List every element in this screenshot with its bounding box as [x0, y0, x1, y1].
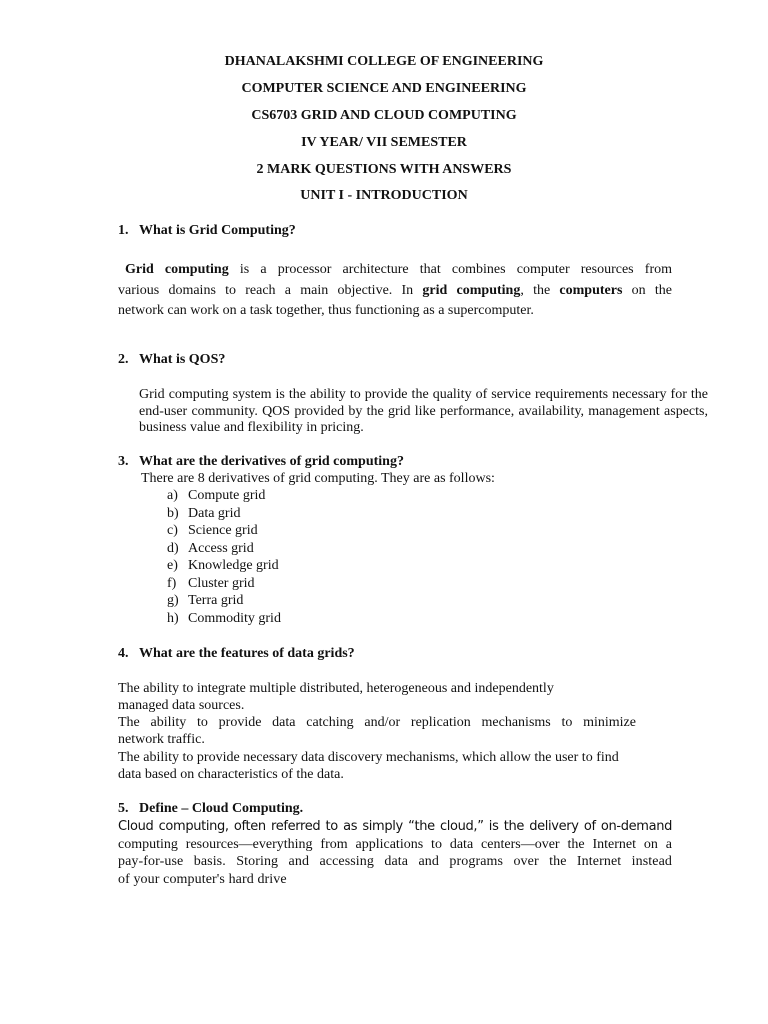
bold-term: grid computing	[422, 282, 521, 298]
question-5	[118, 800, 303, 818]
feature-3: The ability to provide necessary data discovery mechanisms, which allow the user to find data based on characteristics of the data.	[118, 750, 619, 782]
bold-term: computers	[559, 282, 623, 298]
list-item: b) Data grid	[167, 505, 241, 521]
question-1	[118, 222, 296, 240]
answer-line: Grid computing is a processor architecture that combines computer resources from	[125, 262, 672, 277]
question-number: 3.	[118, 454, 129, 469]
answer-5: Cloud computing, often referred to as simply “the cloud,” is the delivery of on-demand computing resources—everything from applications to data centers—over the Internet on a pay-for-use basis. Storing and accessing data and programs over the Internet instead of your computer's hard drive	[118, 819, 672, 887]
college-name: DHANALAKSHMI COLLEGE OF ENGINEERING	[224, 54, 544, 69]
list-item: f) Cluster grid	[167, 575, 255, 591]
derivatives-list	[167, 487, 281, 627]
question-number: 1.	[118, 223, 129, 238]
question-3	[118, 453, 404, 471]
feature-1: The ability to integrate multiple distributed, heterogeneous and independently managed data sources.	[118, 681, 554, 713]
question-text: Define – Cloud Computing.	[139, 801, 304, 816]
unit-title: UNIT I - INTRODUCTION	[300, 188, 468, 203]
question-4	[118, 645, 355, 663]
question-number: 2.	[118, 352, 129, 367]
list-item: g) Terra grid	[167, 593, 244, 608]
answer-line: various domains to reach a main objective. In grid computing, the computers on the	[118, 282, 672, 298]
list-item: d) Access grid	[167, 540, 254, 556]
year-semester: IV YEAR/ VII SEMESTER	[301, 135, 467, 150]
answer-3-intro: There are 8 derivatives of grid computing. They are as follows:	[141, 471, 495, 486]
question-text: What are the derivatives of grid computing?	[139, 454, 404, 469]
document-type: 2 MARK QUESTIONS WITH ANSWERS	[256, 162, 512, 177]
course-title: CS6703 GRID AND CLOUD COMPUTING	[251, 108, 517, 123]
bold-term: Grid computing	[125, 262, 229, 277]
question-2	[118, 351, 225, 369]
list-item: c) Science grid	[167, 523, 258, 538]
question-number: 4.	[118, 646, 129, 661]
question-text: What is Grid Computing?	[139, 223, 296, 238]
list-item: h) Commodity grid	[167, 610, 281, 626]
list-item: a) Compute grid	[167, 488, 266, 503]
answer-line: network can work on a task together, thus functioning as a supercomputer.	[118, 303, 534, 318]
question-number: 5.	[118, 801, 129, 816]
question-text: What is QOS?	[139, 352, 226, 367]
answer-2: Grid computing system is the ability to provide the quality of service requirements necessary for the end-user community. QOS provided by the grid like performance, availability, management aspects, business value and flexibility in pricing.	[139, 387, 708, 435]
feature-2: The ability to provide data catching and/or replication mechanisms to minimize network traffic.	[118, 715, 636, 747]
department-name: COMPUTER SCIENCE AND ENGINEERING	[241, 81, 527, 96]
list-item: e) Knowledge grid	[167, 558, 279, 573]
question-text: What are the features of data grids?	[139, 646, 355, 661]
answer-1	[118, 260, 672, 322]
